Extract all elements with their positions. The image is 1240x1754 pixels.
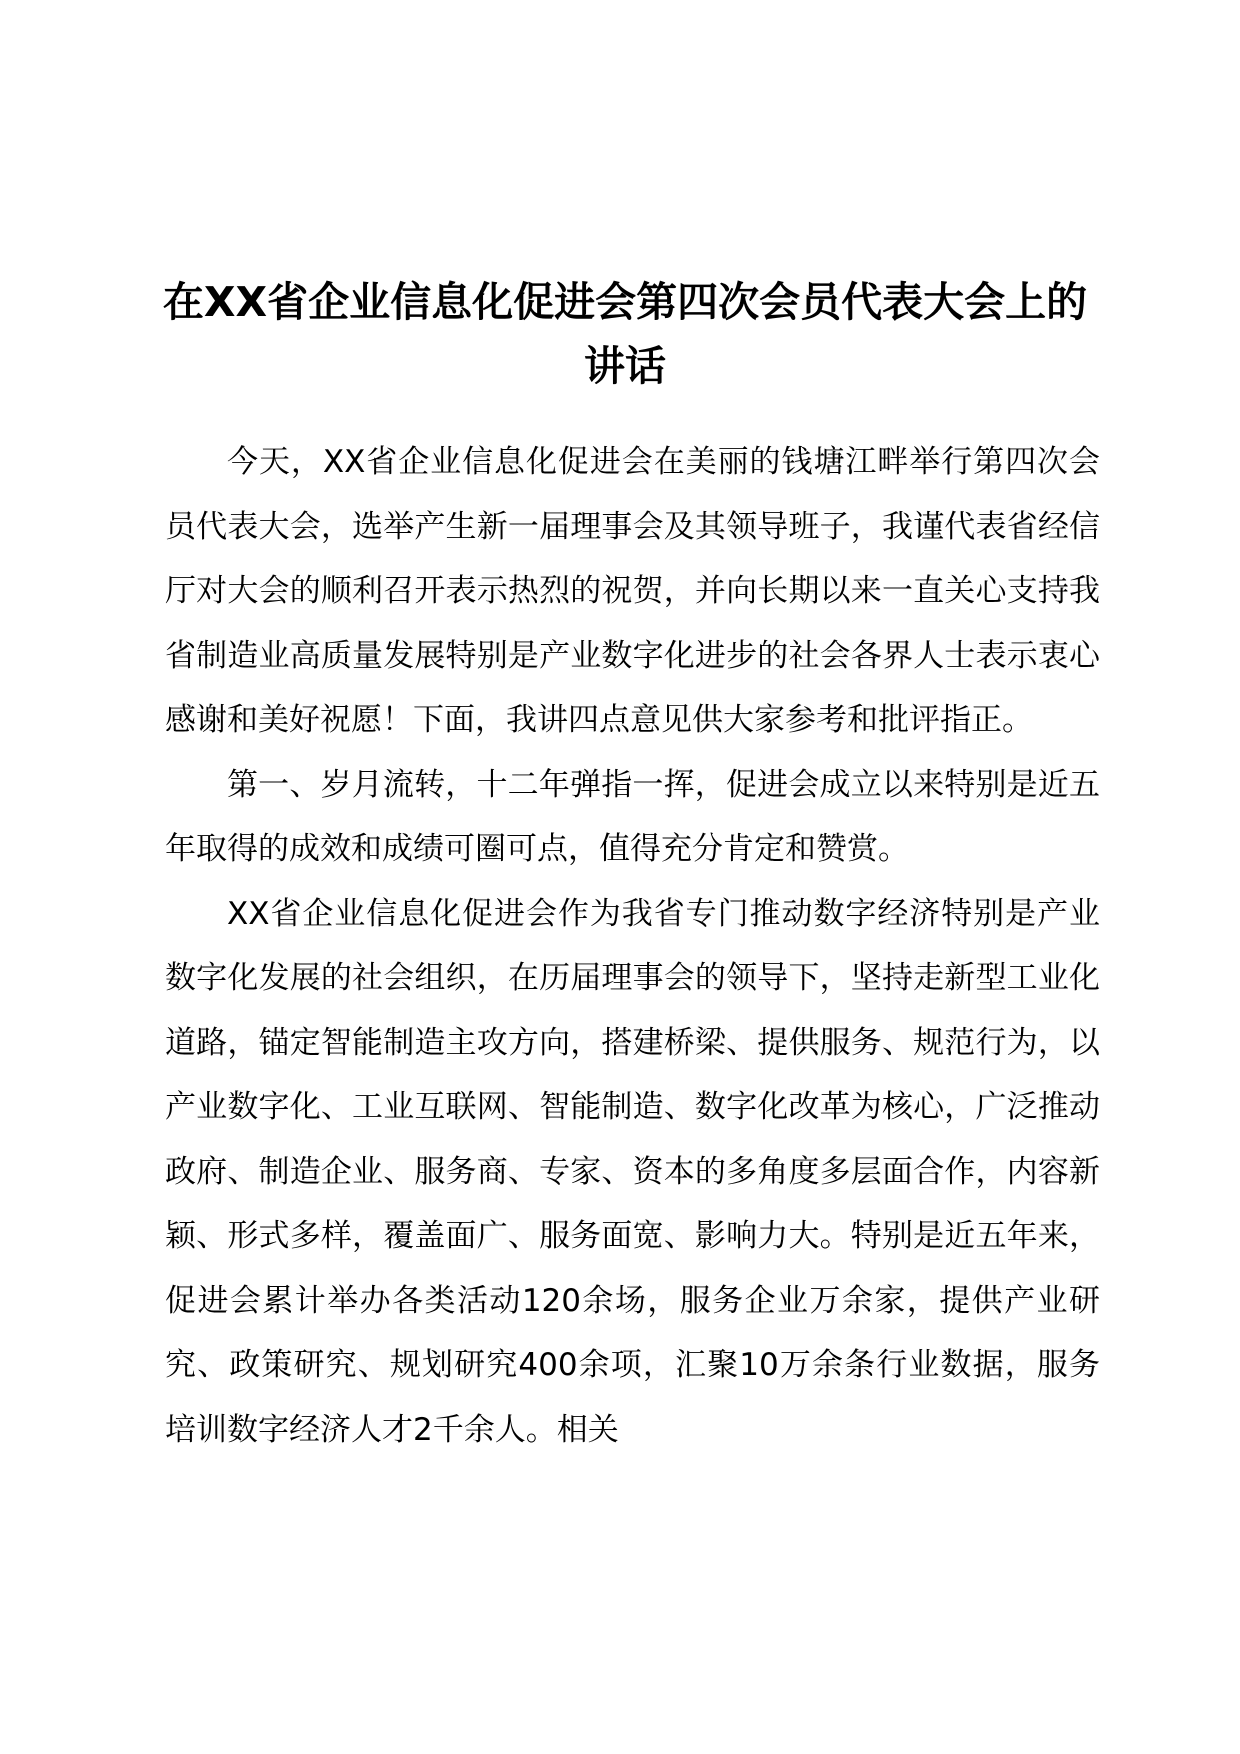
paragraph-opening: 今天，XX省企业信息化促进会在美丽的钱塘江畔举行第四次会员代表大会，选举产生新一届理事会及其领导班子，我谨代表省经信厅对大会的顺利召开表示热烈的祝贺，并向长期以来一直关心支持我省制造业高质量发展特别是产业数字化进步的社会各界人士表示衷心感谢和美好祝愿！下面，我讲四点意见供大家参考和批评指正。 [165, 444, 1100, 738]
paragraph-achievements: XX省企业信息化促进会作为我省专门推动数字经济特别是产业数字化发展的社会组织，在历届理事会的领导下，坚持走新型工业化道路，锚定智能制造主攻方向，搭建桥梁、提供服务、规范行为，以产业数字化、工业互联网、智能制造、数字化改革为核心，广泛推动政府、制造企业、服务商、专家、资本的多角度多层面合作，内容新颖、形式多样，覆盖面广、服务面宽、影响力大。特别是近五年来，促进会累计举办各类活动120余场，服务企业万余家，提供产业研究、政策研究、规划研究400余项，汇聚10万余条行业数据，服务培训数字经济人才2千余人。相关 [165, 895, 1100, 1448]
document-title: 在XX省企业信息化促进会第四次会员代表大会上的讲话 [162, 278, 1088, 390]
paragraph-point-one: 第一、岁月流转，十二年弹指一挥，促进会成立以来特别是近五年取得的成效和成绩可圈可点，值得充分肯定和赞赏。 [165, 766, 1100, 867]
document-body [165, 430, 1100, 1462]
